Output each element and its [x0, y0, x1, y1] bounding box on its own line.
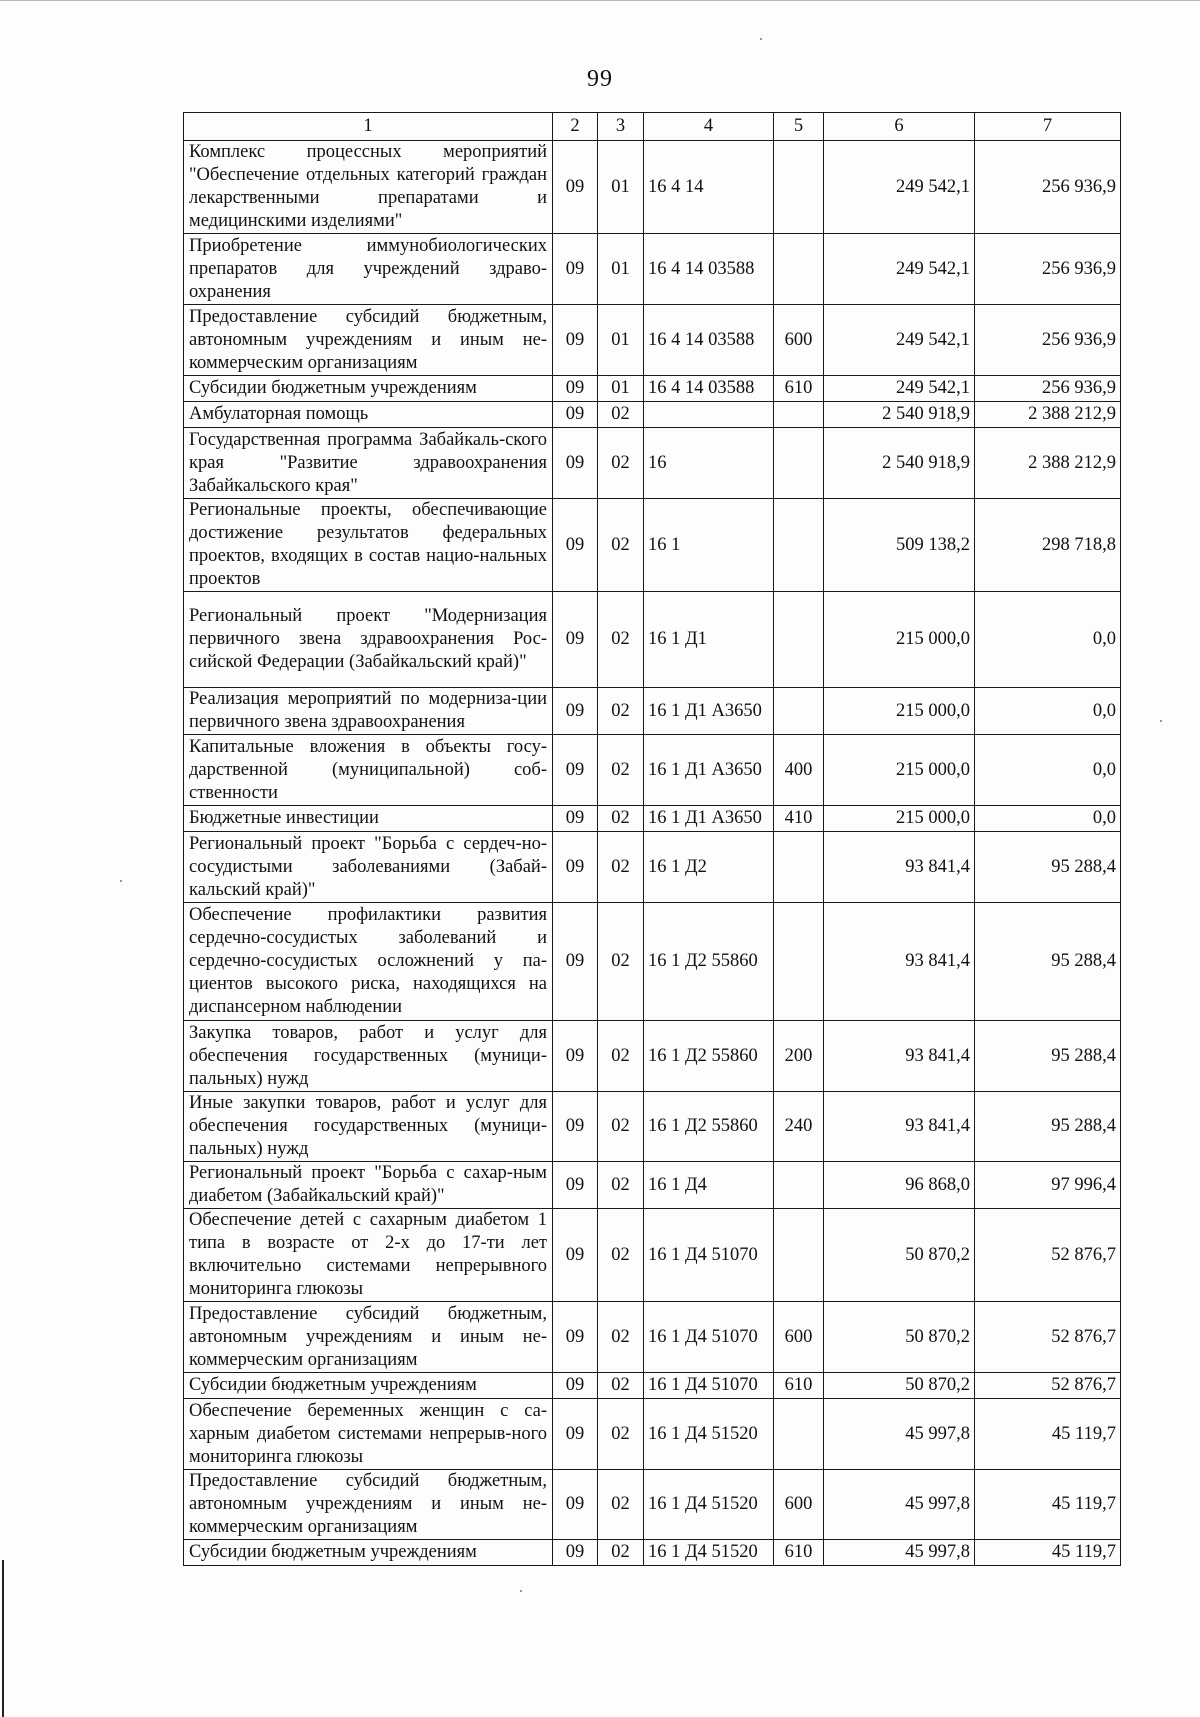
row-subsection-cell: 02 [598, 903, 644, 1021]
row-name-cell: Субсидии бюджетным учреждениям [184, 1373, 553, 1399]
row-name-cell: Предоставление субсидий бюджетным, автономным учреждениям и иным не-коммерческим организациям [184, 305, 553, 376]
row-amount-year1-cell: 249 542,1 [824, 305, 975, 376]
row-expense-type-cell: 400 [774, 735, 824, 806]
row-expense-type-cell [774, 1399, 824, 1470]
row-amount-year1-cell: 93 841,4 [824, 1092, 975, 1162]
row-expense-type-cell: 610 [774, 376, 824, 402]
page-number: 99 [587, 66, 613, 92]
row-name-cell: Региональный проект "Борьба с сердеч-но-сосудистыми заболеваниями (Забай-кальский край)" [184, 832, 553, 903]
row-name-cell: Иные закупки товаров, работ и услуг для обеспечения государственных (муници-пальных) нужд [184, 1092, 553, 1162]
header-cell-2: 2 [553, 113, 598, 141]
row-target-code-cell: 16 4 14 03588 [644, 305, 774, 376]
row-name-cell: Приобретение иммунобиологических препаратов для учреждений здраво-охранения [184, 234, 553, 305]
table-row [184, 832, 1121, 903]
row-amount-year1-cell: 509 138,2 [824, 499, 975, 592]
row-name-cell: Региональный проект "Борьба с сахар-ным диабетом (Забайкальский край)" [184, 1162, 553, 1209]
row-amount-year1-cell: 96 868,0 [824, 1162, 975, 1209]
row-expense-type-cell [774, 141, 824, 234]
row-amount-year2-cell: 45 119,7 [975, 1399, 1121, 1470]
row-expense-type-cell: 600 [774, 305, 824, 376]
row-section-cell: 09 [553, 903, 598, 1021]
row-expense-type-cell: 200 [774, 1021, 824, 1092]
table-row [184, 428, 1121, 499]
row-section-cell: 09 [553, 428, 598, 499]
row-section-cell: 09 [553, 1092, 598, 1162]
budget-table-body [184, 113, 1121, 1566]
row-subsection-cell: 01 [598, 305, 644, 376]
scan-speck [1160, 720, 1162, 722]
table-row [184, 735, 1121, 806]
row-subsection-cell: 01 [598, 141, 644, 234]
row-subsection-cell: 02 [598, 735, 644, 806]
table-row [184, 903, 1121, 1021]
header-cell-3: 3 [598, 113, 644, 141]
row-amount-year2-cell: 0,0 [975, 688, 1121, 735]
row-target-code-cell: 16 1 Д4 51070 [644, 1373, 774, 1399]
row-expense-type-cell: 410 [774, 806, 824, 832]
header-cell-4: 4 [644, 113, 774, 141]
row-amount-year2-cell: 2 388 212,9 [975, 428, 1121, 499]
row-amount-year1-cell: 215 000,0 [824, 688, 975, 735]
row-name-cell: Бюджетные инвестиции [184, 806, 553, 832]
row-section-cell: 09 [553, 1470, 598, 1540]
row-amount-year2-cell: 52 876,7 [975, 1302, 1121, 1373]
row-amount-year2-cell: 0,0 [975, 592, 1121, 688]
row-section-cell: 09 [553, 402, 598, 428]
table-row [184, 1399, 1121, 1470]
row-subsection-cell: 02 [598, 1470, 644, 1540]
budget-table [183, 112, 1121, 1566]
row-target-code-cell: 16 1 Д4 51520 [644, 1540, 774, 1566]
row-amount-year2-cell: 256 936,9 [975, 305, 1121, 376]
row-name-cell: Субсидии бюджетным учреждениям [184, 1540, 553, 1566]
table-row [184, 305, 1121, 376]
row-target-code-cell [644, 402, 774, 428]
row-section-cell: 09 [553, 735, 598, 806]
row-expense-type-cell [774, 1209, 824, 1302]
row-amount-year1-cell: 249 542,1 [824, 141, 975, 234]
row-expense-type-cell [774, 832, 824, 903]
row-section-cell: 09 [553, 592, 598, 688]
row-section-cell: 09 [553, 234, 598, 305]
row-subsection-cell: 02 [598, 1021, 644, 1092]
scan-speck [120, 880, 122, 882]
row-target-code-cell: 16 1 Д2 55860 [644, 903, 774, 1021]
row-amount-year2-cell: 45 119,7 [975, 1540, 1121, 1566]
table-row [184, 592, 1121, 688]
row-name-cell: Обеспечение детей с сахарным диабетом 1 типа в возрасте от 2-х до 17-ти лет включительно системами непрерывного мониторинга глюкозы [184, 1209, 553, 1302]
row-amount-year1-cell: 2 540 918,9 [824, 428, 975, 499]
row-amount-year1-cell: 249 542,1 [824, 234, 975, 305]
row-section-cell: 09 [553, 1373, 598, 1399]
row-name-cell: Закупка товаров, работ и услуг для обеспечения государственных (муници-пальных) нужд [184, 1021, 553, 1092]
row-section-cell: 09 [553, 1021, 598, 1092]
row-amount-year2-cell: 95 288,4 [975, 1021, 1121, 1092]
row-amount-year1-cell: 93 841,4 [824, 903, 975, 1021]
header-cell-7: 7 [975, 113, 1121, 141]
table-row [184, 1021, 1121, 1092]
row-name-cell: Региональные проекты, обеспечивающие достижение результатов федеральных проектов, входящих в состав нацио-нальных проектов [184, 499, 553, 592]
row-amount-year1-cell: 45 997,8 [824, 1399, 975, 1470]
row-expense-type-cell: 600 [774, 1302, 824, 1373]
row-section-cell: 09 [553, 141, 598, 234]
row-amount-year1-cell: 45 997,8 [824, 1470, 975, 1540]
row-target-code-cell: 16 1 Д1 А3650 [644, 806, 774, 832]
table-row [184, 234, 1121, 305]
row-name-cell: Предоставление субсидий бюджетным, автономным учреждениям и иным не-коммерческим организациям [184, 1470, 553, 1540]
row-expense-type-cell [774, 428, 824, 499]
row-subsection-cell: 01 [598, 234, 644, 305]
table-row [184, 376, 1121, 402]
header-cell-6: 6 [824, 113, 975, 141]
row-target-code-cell: 16 1 Д2 [644, 832, 774, 903]
row-expense-type-cell [774, 234, 824, 305]
row-amount-year1-cell: 50 870,2 [824, 1209, 975, 1302]
row-target-code-cell: 16 4 14 [644, 141, 774, 234]
row-target-code-cell: 16 1 Д1 [644, 592, 774, 688]
row-amount-year2-cell: 298 718,8 [975, 499, 1121, 592]
row-section-cell: 09 [553, 688, 598, 735]
table-row [184, 1302, 1121, 1373]
table-row [184, 1540, 1121, 1566]
table-row [184, 1092, 1121, 1162]
row-amount-year1-cell: 45 997,8 [824, 1540, 975, 1566]
row-amount-year2-cell: 256 936,9 [975, 141, 1121, 234]
row-subsection-cell: 02 [598, 1302, 644, 1373]
row-amount-year1-cell: 93 841,4 [824, 1021, 975, 1092]
row-amount-year2-cell: 0,0 [975, 735, 1121, 806]
row-target-code-cell: 16 1 [644, 499, 774, 592]
row-expense-type-cell [774, 1162, 824, 1209]
row-section-cell: 09 [553, 376, 598, 402]
row-subsection-cell: 02 [598, 499, 644, 592]
row-expense-type-cell [774, 402, 824, 428]
row-amount-year1-cell: 215 000,0 [824, 735, 975, 806]
row-name-cell: Обеспечение профилактики развития сердечно-сосудистых заболеваний и сердечно-сосудистых осложнений у па-циентов высокого риска, находящихся на диспансерном наблюдении [184, 903, 553, 1021]
row-subsection-cell: 02 [598, 1373, 644, 1399]
row-subsection-cell: 02 [598, 688, 644, 735]
row-subsection-cell: 02 [598, 592, 644, 688]
row-name-cell: Обеспечение беременных женщин с са-харным диабетом системами непрерыв-ного мониторинга глюкозы [184, 1399, 553, 1470]
table-row [184, 402, 1121, 428]
row-expense-type-cell [774, 499, 824, 592]
row-amount-year2-cell: 2 388 212,9 [975, 402, 1121, 428]
table-row [184, 806, 1121, 832]
row-section-cell: 09 [553, 832, 598, 903]
row-amount-year1-cell: 215 000,0 [824, 592, 975, 688]
row-expense-type-cell: 610 [774, 1373, 824, 1399]
row-amount-year2-cell: 45 119,7 [975, 1470, 1121, 1540]
scan-speck [520, 1590, 522, 1592]
row-target-code-cell: 16 4 14 03588 [644, 376, 774, 402]
row-amount-year2-cell: 52 876,7 [975, 1209, 1121, 1302]
table-row [184, 688, 1121, 735]
row-target-code-cell: 16 1 Д1 А3650 [644, 735, 774, 806]
row-subsection-cell: 02 [598, 1399, 644, 1470]
row-subsection-cell: 01 [598, 376, 644, 402]
row-name-cell: Капитальные вложения в объекты госу-дарственной (муниципальной) соб-ственности [184, 735, 553, 806]
row-amount-year2-cell: 95 288,4 [975, 832, 1121, 903]
row-expense-type-cell [774, 903, 824, 1021]
row-name-cell: Государственная программа Забайкаль-ского края "Развитие здравоохранения Забайкальского края" [184, 428, 553, 499]
row-target-code-cell: 16 1 Д4 51520 [644, 1399, 774, 1470]
header-cell-1: 1 [184, 113, 553, 141]
row-section-cell: 09 [553, 1540, 598, 1566]
scan-edge-left [2, 1560, 4, 1717]
row-name-cell: Реализация мероприятий по модерниза-ции первичного звена здравоохранения [184, 688, 553, 735]
row-name-cell: Субсидии бюджетным учреждениям [184, 376, 553, 402]
row-target-code-cell: 16 1 Д4 51520 [644, 1470, 774, 1540]
row-amount-year2-cell: 52 876,7 [975, 1373, 1121, 1399]
row-expense-type-cell [774, 688, 824, 735]
row-section-cell: 09 [553, 806, 598, 832]
scan-edge-top [0, 0, 1200, 1]
row-target-code-cell: 16 1 Д4 51070 [644, 1302, 774, 1373]
row-target-code-cell: 16 1 Д4 [644, 1162, 774, 1209]
row-amount-year1-cell: 2 540 918,9 [824, 402, 975, 428]
row-expense-type-cell: 600 [774, 1470, 824, 1540]
header-row [184, 113, 1121, 141]
row-section-cell: 09 [553, 1399, 598, 1470]
header-cell-5: 5 [774, 113, 824, 141]
row-section-cell: 09 [553, 1302, 598, 1373]
row-section-cell: 09 [553, 499, 598, 592]
row-target-code-cell: 16 4 14 03588 [644, 234, 774, 305]
row-target-code-cell: 16 1 Д2 55860 [644, 1092, 774, 1162]
table-row [184, 499, 1121, 592]
row-expense-type-cell: 240 [774, 1092, 824, 1162]
row-amount-year2-cell: 95 288,4 [975, 903, 1121, 1021]
row-subsection-cell: 02 [598, 806, 644, 832]
row-amount-year1-cell: 50 870,2 [824, 1302, 975, 1373]
row-amount-year2-cell: 256 936,9 [975, 376, 1121, 402]
row-name-cell: Предоставление субсидий бюджетным, автономным учреждениям и иным не-коммерческим организациям [184, 1302, 553, 1373]
row-target-code-cell: 16 1 Д2 55860 [644, 1021, 774, 1092]
row-target-code-cell: 16 1 Д1 А3650 [644, 688, 774, 735]
row-section-cell: 09 [553, 305, 598, 376]
table-row [184, 1373, 1121, 1399]
row-amount-year1-cell: 215 000,0 [824, 806, 975, 832]
row-subsection-cell: 02 [598, 402, 644, 428]
row-section-cell: 09 [553, 1162, 598, 1209]
row-subsection-cell: 02 [598, 1540, 644, 1566]
row-amount-year2-cell: 97 996,4 [975, 1162, 1121, 1209]
row-name-cell: Амбулаторная помощь [184, 402, 553, 428]
scan-speck [760, 38, 762, 40]
row-amount-year2-cell: 0,0 [975, 806, 1121, 832]
table-row [184, 1162, 1121, 1209]
table-row [184, 1209, 1121, 1302]
row-amount-year2-cell: 256 936,9 [975, 234, 1121, 305]
row-name-cell: Региональный проект "Модернизация первичного звена здравоохранения Рос-сийской Федерации (Забайкальский край)" [184, 592, 553, 688]
row-subsection-cell: 02 [598, 428, 644, 499]
row-subsection-cell: 02 [598, 1209, 644, 1302]
row-amount-year2-cell: 95 288,4 [975, 1092, 1121, 1162]
row-subsection-cell: 02 [598, 1092, 644, 1162]
row-subsection-cell: 02 [598, 832, 644, 903]
row-amount-year1-cell: 50 870,2 [824, 1373, 975, 1399]
row-expense-type-cell: 610 [774, 1540, 824, 1566]
row-expense-type-cell [774, 592, 824, 688]
row-target-code-cell: 16 1 Д4 51070 [644, 1209, 774, 1302]
row-target-code-cell: 16 [644, 428, 774, 499]
row-subsection-cell: 02 [598, 1162, 644, 1209]
row-section-cell: 09 [553, 1209, 598, 1302]
table-row [184, 1470, 1121, 1540]
table-row [184, 141, 1121, 234]
row-name-cell: Комплекс процессных мероприятий "Обеспечение отдельных категорий граждан лекарственными препаратами и медицинскими изделиями" [184, 141, 553, 234]
row-amount-year1-cell: 93 841,4 [824, 832, 975, 903]
row-amount-year1-cell: 249 542,1 [824, 376, 975, 402]
